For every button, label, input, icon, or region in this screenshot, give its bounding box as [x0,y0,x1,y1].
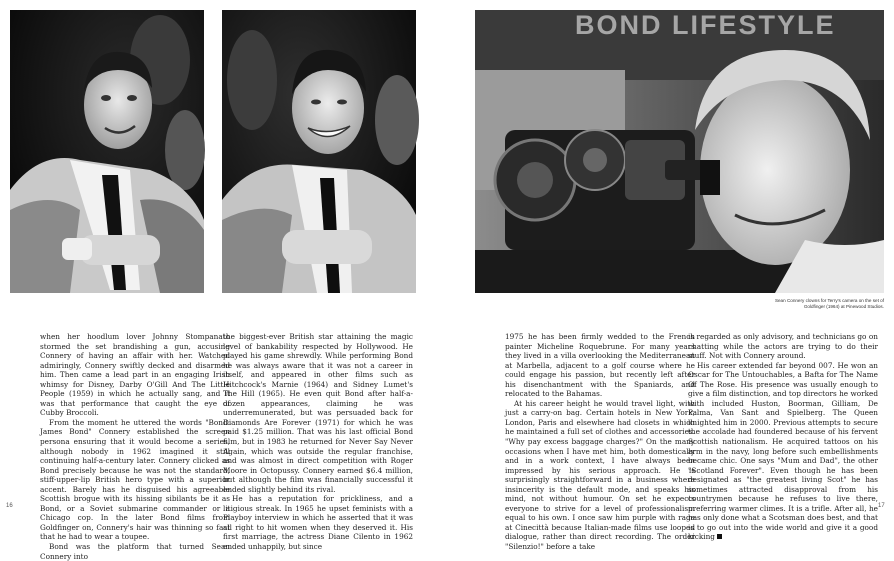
paragraph: the biggest-ever British star attaining the magic level of bankability respected by Hollywood. He played his game shrewdly. While performing Bond he was always aware that it was not a career in itself, and appeared in other films such as Hitchcock's Marnie (1964) and Sidney Lumet's The Hill (1965). He even quit Bond after half-a-dozen appearances, claiming he was underremunerated, but was persuaded back for Diamonds Are Forever (1971) for which he was paid $1.25 million. That was his last official Bond film, but in 1983 he returned for Never Say Never Again, which was outside the regular franchise, and was almost in direct competition with Roger Moore in Octopussy. Connery earned $6.4 million, but although the film was financially successful it ended slightly behind its rival. [223,332,413,494]
text-column-2 [223,332,413,552]
text-column-4 [688,332,878,542]
paragraph: when her hoodlum lover Johnny Stompanato stormed the set brandishing a gun, accusing Connery of having an affair with her. Watched admiringly, Connery swiftly decked and disarmed him. Then came a lead part in an engaging Irish whimsy for Disney, Darby O'Gill And The Little People (1959) in which he actually sang, and it was that performance that caught the eye of Cubby Broccoli. [40,332,230,418]
paragraph: His career extended far beyond 007. He won an Oscar for The Untouchables, a Bafta for The Name Of The Rose. His presence was usually enough to give a film distinction, and top directors he worked with included Huston, Boorman, Gilliam, De Palma, Van Sant and Spielberg. The Queen knighted him in 2000. Previous attempts to secure the accolade had foundered because of his fervent Scottish nationalism. He acquired tattoos on his arm in the navy, long before such embellishments became chic. One says "Mum and Dad", the other "Scotland Forever". Even though he has been designated as "the greatest living Scot" he has sometimes attracted disapproval from his countrymen because he refuses to live there, preferring warmer climes. It is a trifle. After all, he has only done what a Scotsman does best, and that is to go out into the wide world and give it a good kicking [688,360,878,542]
end-of-article-mark [717,534,722,539]
connery-portrait-photo-2 [222,10,416,293]
page-number-left: 16 [6,503,13,509]
text-column-3 [505,332,695,552]
page-heading: BOND LIFESTYLE [575,10,836,40]
page-number-right: 17 [878,503,885,509]
paragraph: He has a reputation for prickliness, and a litigious streak. In 1965 he upset feminists with a Playboy interview in which he asserted that it was all right to hit women when they deserved it. His first marriage, the actress Diane Cilento in 1962 ended unhappily, but since [223,494,413,552]
paragraph: From the moment he uttered the words "Bond. James Bond" Connery established the screen persona ensuring that it would become a series, although nobody in 1962 imagined it still continuing half-a-century later. Connery clicked as Bond precisely because he was not the standard, stiff-upper-lip British hero type with a superior accent. Barely has he disguised his agreeable Scottish brogue with its hissing sibilants be it as Bond, or a Soviet submarine commander or a Chicago cop. In the later Bond films from Goldfinger on, Connery's hair was thinning so fast that he had to wear a toupee. [40,417,230,542]
connery-portrait-photo-1 [10,10,204,293]
photo-caption: Sean Connery clowns for Terry's camera on the set of Goldfinger (1964) at Pinewood Studios. [774,298,884,309]
paragraph: 1975 he has been firmly wedded to the French painter Micheline Roquebrune. For many years they lived in a villa overlooking the Mediterranean at Marbella, adjacent to a golf course where he could engage his passion, but recently left after his disenchantment with the Spaniards, and relocated to the Bahamas. [505,332,695,399]
connery-movie-camera-photo [475,10,884,293]
paragraph: Bond was the platform that turned Sean Connery into [40,542,230,561]
paragraph: is regarded as only advisory, and technicians go on chatting while the actors are trying to do their stuff. Not with Connery around. [688,332,878,361]
paragraph: At his career height he would travel light, with just a carry-on bag. Certain hotels in New York, London, Paris and elsewhere had closets in which he maintained a full set of clothes and accessories. "Why pay excess baggage charges?" On the many occasions when I have met him, both domestically and in a work context, I have always been impressed by his serious approach. He is surprisingly straightforward in a business where insincerity is the default mode, and speaks his mind, not without humour. On set he expects everyone to strive for a level of professionalism equal to his own. I once saw him purple with rage at Cinecittà because Italian-made films use looped dialogue, rather than direct recording. The order "Silenzio!" before a take [505,398,695,552]
text-column-1 [40,332,230,561]
